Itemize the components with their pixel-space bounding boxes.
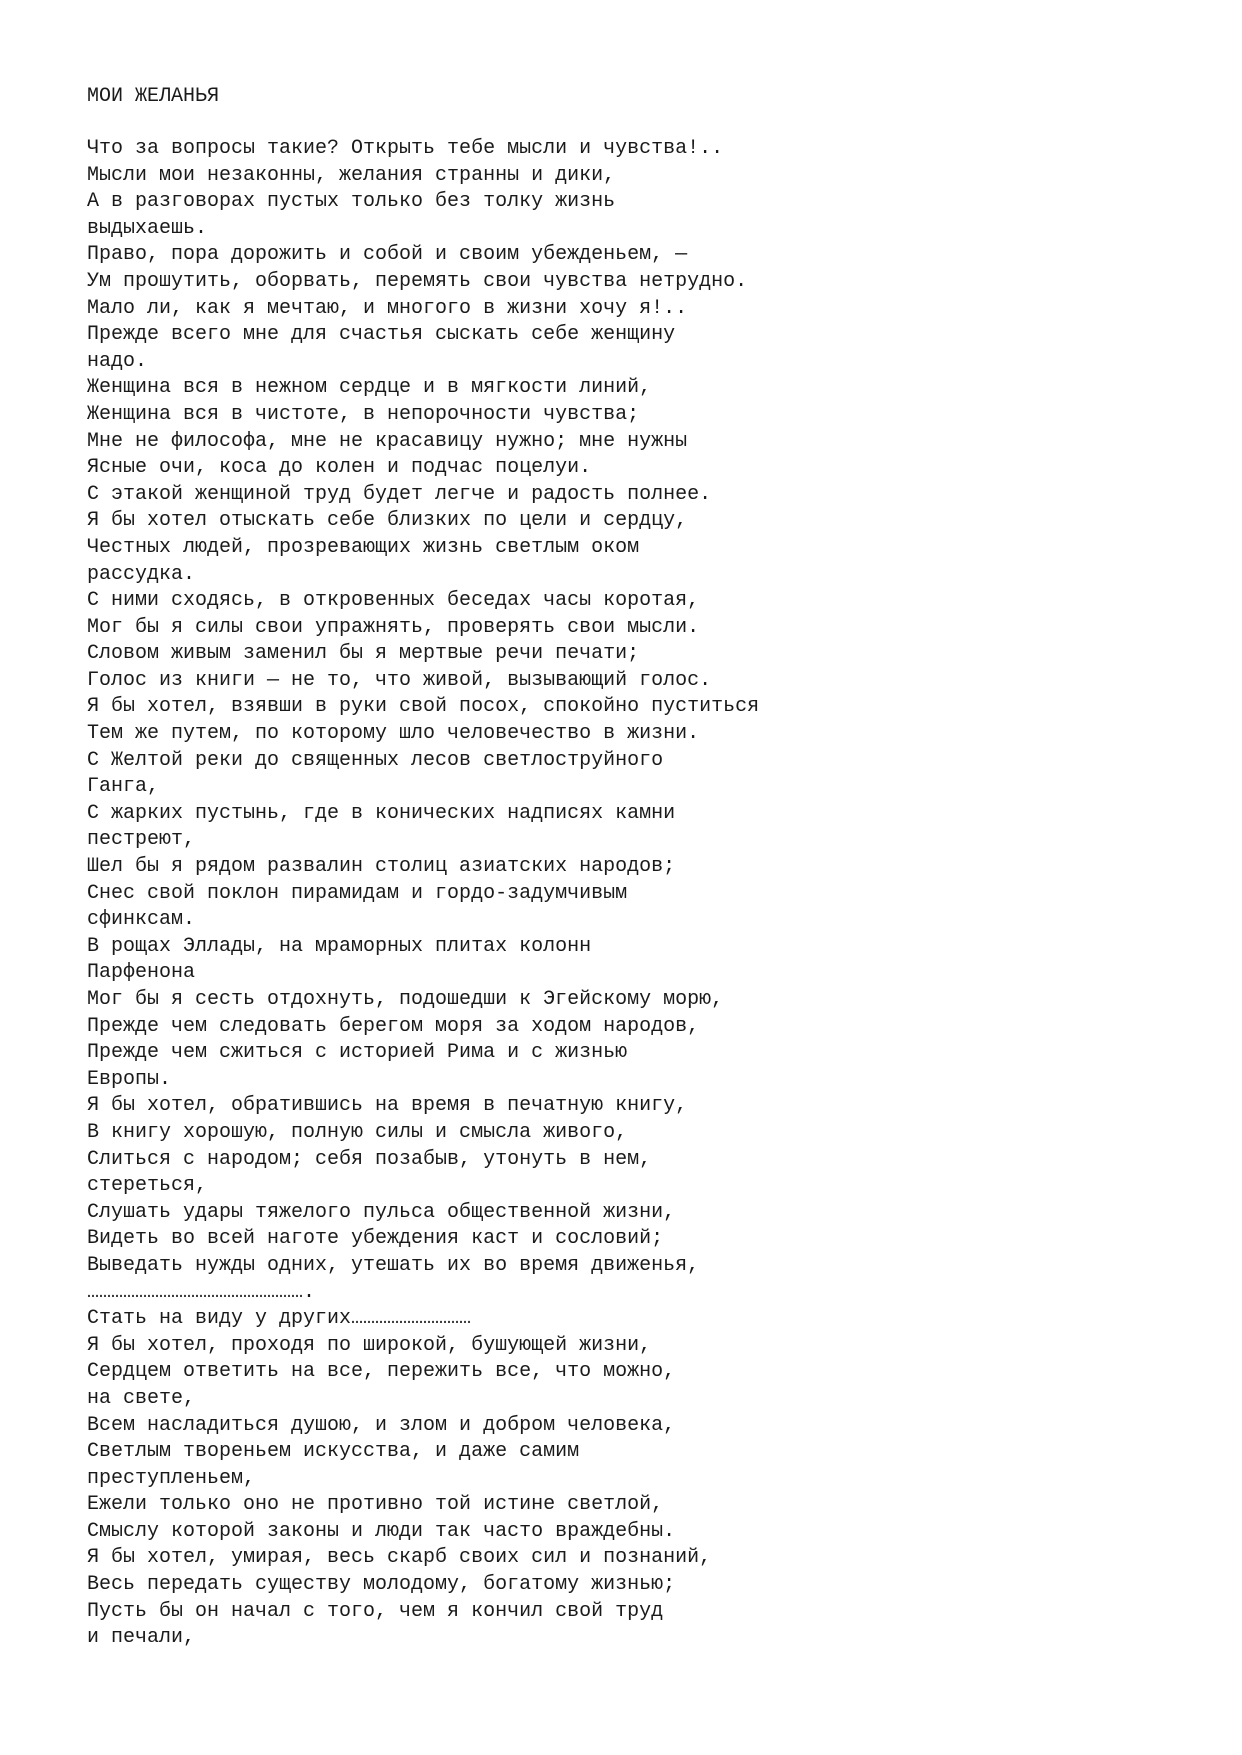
poem-line: Европы. [87,1067,172,1091]
poem-line: пестреют, [87,828,196,852]
poem-line: на свете, [87,1386,196,1410]
poem-line: В книгу хорошую, полную силы и смысла живого, [87,1120,628,1144]
poem-line: Право, пора дорожить и собой и своим убежденьем, — [87,243,688,267]
poem-line: Всем насладиться душою, и злом и добром человека, [87,1413,676,1437]
poem-line: преступленьем, [87,1466,256,1490]
poem-line: Голос из книги — не то, что живой, вызывающий голос. [87,668,712,692]
poem-line: Светлым твореньем искусства, и даже самим [87,1440,580,1464]
poem-line: Я бы хотел, проходя по широкой, бушующей жизни, [87,1333,652,1357]
poem-line: стереться, [87,1174,208,1198]
poem-line: Женщина вся в чистоте, в непорочности чувства; [87,402,640,426]
poem-line: Ясные очи, коса до колен и подчас поцелуи. [87,456,592,480]
poem-line: ………………………………………………. [87,1280,316,1304]
poem-line: Прежде всего мне для счастья сыскать себе женщину [87,323,676,347]
poem-line: А в разговорах пустых только без толку жизнь [87,190,616,214]
poem-line: Женщина вся в нежном сердце и в мягкости линий, [87,376,652,400]
poem-line: Что за вопросы такие? Открыть тебе мысли и чувства!.. [87,137,724,160]
poem-line: Словом живым заменил бы я мертвые речи печати; [87,642,640,666]
poem-line: Выведать нужды одних, утешать их во время движенья, [87,1253,700,1277]
poem-line: Я бы хотел, обратившись на время в печатную книгу, [87,1094,688,1118]
poem-line: Снес свой поклон пирамидам и гордо-задумчивым [87,881,628,905]
poem-line: Честных людей, прозревающих жизнь светлым оком [87,535,640,559]
poem-line: Я бы хотел, взявши в руки свой посох, спокойно пуститься [87,695,760,719]
poem-line: Парфенона [87,961,196,985]
poem-line: Смыслу которой законы и люди так часто враждебны. [87,1519,676,1543]
poem-line: Мог бы я сесть отдохнуть, подошедши к Эгейскому морю, [87,988,724,1011]
poem-line: Мог бы я силы свои упражнять, проверять свои мысли. [87,615,700,639]
poem-line: В рощах Эллады, на мраморных плитах колонн [87,934,592,958]
poem-line: Мысли мои незаконны, желания странны и дики, [87,163,616,187]
poem-line: Прежде чем сжиться с историей Рима и с жизнью [87,1041,628,1065]
poem-line: и печали, [87,1626,196,1650]
poem-line: С жарких пустынь, где в конических надписях камни [87,801,676,825]
poem-line: сфинксам. [87,908,196,932]
poem-line: Шел бы я рядом развалин столиц азиатских народов; [87,855,676,879]
poem-line: Слушать удары тяжелого пульса общественной жизни, [87,1200,676,1224]
poem-line: С Желтой реки до священных лесов светлоструйного [87,748,664,772]
poem-line: Видеть во всей наготе убеждения каст и сословий; [87,1227,664,1251]
poem-line: Ганга, [87,775,160,799]
poem-line: Я бы хотел отыскать себе близких по цели и сердцу, [87,509,688,533]
poem-line: Мне не философа, мне не красавицу нужно; мне нужны [87,429,688,453]
poem-line: рассудка. [87,562,196,586]
poem-title: МОИ ЖЕЛАНЬЯ [87,85,220,108]
poem-line: Прежде чем следовать берегом моря за ходом народов, [87,1014,700,1038]
poem-line: Весь передать существу молодому, богатому жизнью; [87,1573,676,1597]
poem-line: Стать на виду у других………………………… [87,1307,472,1331]
poem-line: Ум прошутить, оборвать, перемять свои чувства нетрудно. [87,269,748,293]
poem-line: Слиться с народом; себя позабыв, утонуть в нем, [87,1147,652,1171]
poem-line: С ними сходясь, в откровенных беседах часы коротая, [87,589,700,613]
poem-line: С этакой женщиной труд будет легче и радость полнее. [87,482,712,506]
poem-line: Пусть бы он начал с того, чем я кончил свой труд [87,1599,664,1623]
poem-line: надо. [87,349,148,373]
poem-body [87,136,759,1652]
poem-line: Тем же путем, по которому шло человечество в жизни. [87,722,700,746]
poem-line: Я бы хотел, умирая, весь скарб своих сил и познаний, [87,1546,712,1570]
poem-line: Ежели только оно не противно той истине светлой, [87,1493,664,1517]
poem-line: выдыхаешь. [87,216,208,240]
poem-line: Сердцем ответить на все, пережить все, что можно, [87,1360,676,1384]
poem-line: Мало ли, как я мечтаю, и многого в жизни хочу я!.. [87,296,688,320]
